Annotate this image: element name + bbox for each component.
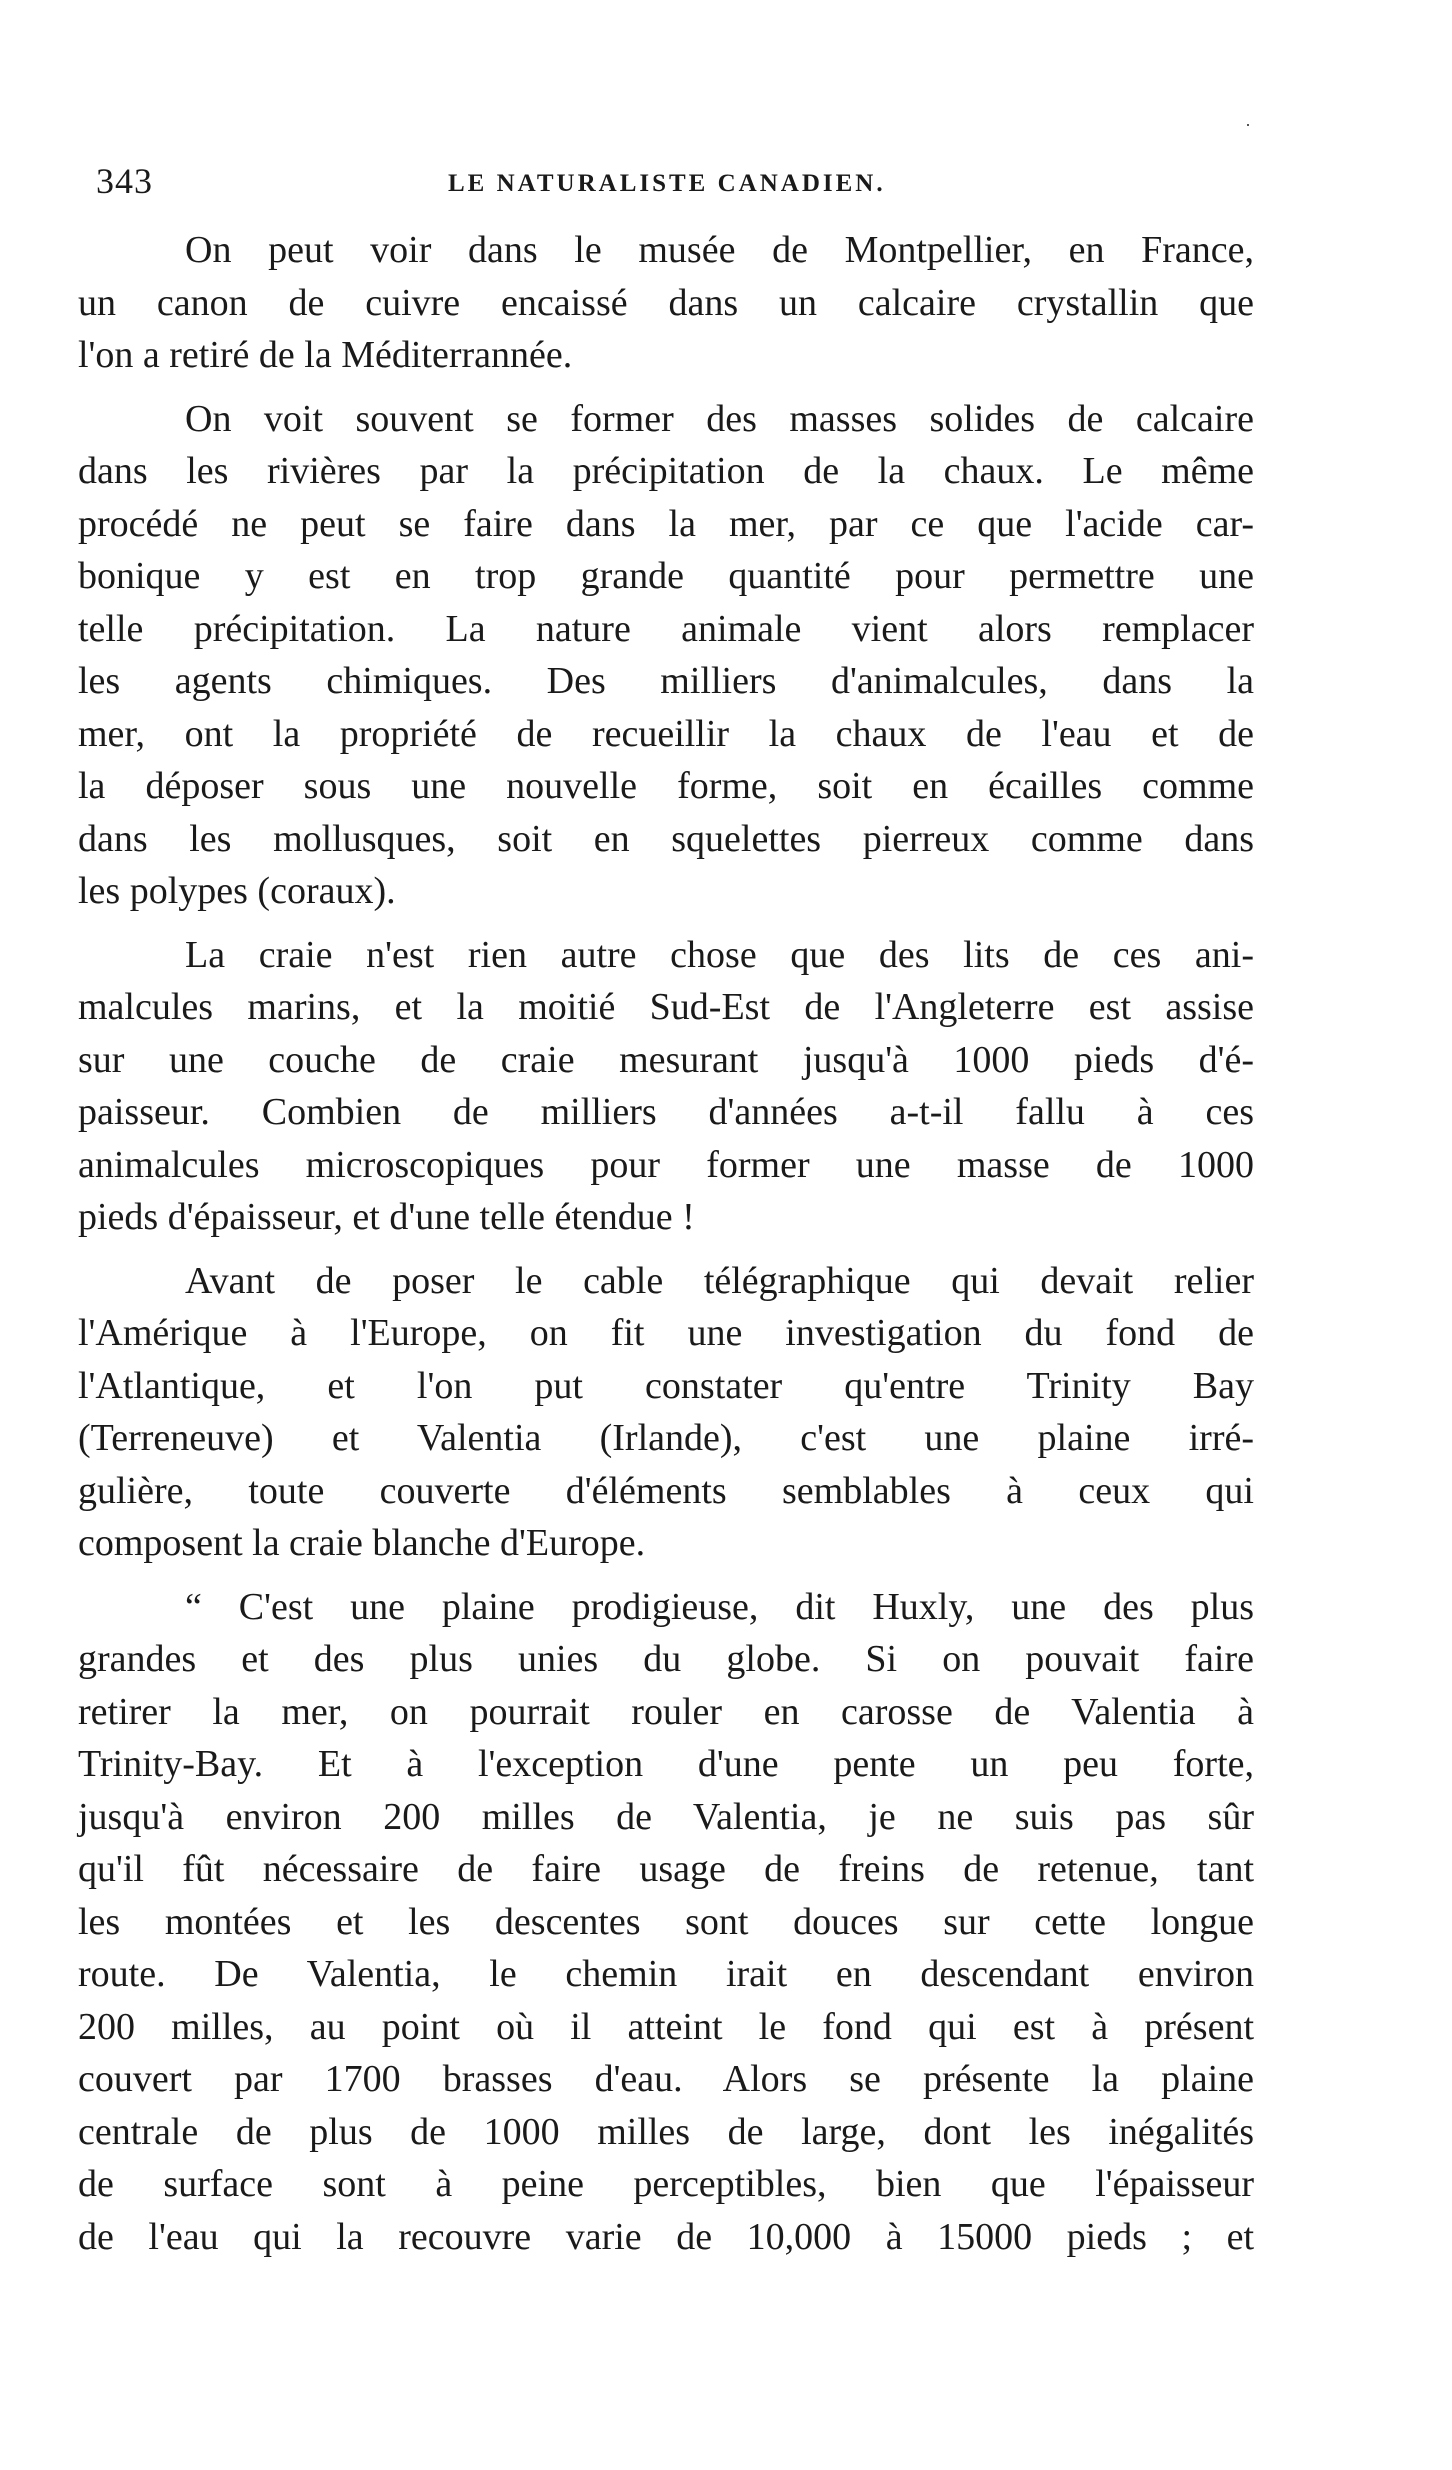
text-line: dans les mollusques, soit en squelettes pierreux comme dans xyxy=(78,817,1254,860)
text-line: composent la craie blanche d'Europe. xyxy=(78,1522,646,1564)
journal-title: LE NATURALISTE CANADIEN. xyxy=(448,170,886,197)
text-line: sur une couche de craie mesurant jusqu'à 1000 pieds d'é- xyxy=(78,1038,1254,1081)
text-line: l'on a retiré de la Méditerrannée. xyxy=(78,334,573,376)
text-line: l'Amérique à l'Europe, on fit une investigation du fond de xyxy=(78,1312,1254,1354)
paragraph-cable-telegraphique xyxy=(78,1255,1254,1570)
text-line: retirer la mer, on pourrait rouler en carosse de Valentia à xyxy=(78,1690,1254,1733)
text-line: les agents chimiques. Des milliers d'animalcules, dans la xyxy=(78,660,1254,702)
text-line: dans les rivières par la précipitation de la chaux. Le même xyxy=(78,450,1254,492)
text-line: couvert par 1700 brasses d'eau. Alors se présente la plaine xyxy=(78,2058,1254,2100)
paragraph-calcaire-formation xyxy=(78,393,1254,918)
text-line: route. De Valentia, le chemin irait en descendant environ xyxy=(78,1953,1254,1995)
text-line: jusqu'à environ 200 milles de Valentia, je ne suis pas sûr xyxy=(78,1795,1254,1838)
text-line: un canon de cuivre encaissé dans un calcaire crystallin que xyxy=(78,281,1254,324)
text-line: procédé ne peut se faire dans la mer, par ce que l'acide car- xyxy=(78,502,1254,545)
text-line: La craie n'est rien autre chose que des lits de ces ani- xyxy=(185,933,1254,976)
text-line: qu'il fût nécessaire de faire usage de freins de retenue, tant xyxy=(78,1848,1254,1890)
body-text xyxy=(78,224,1254,2274)
text-line: On peut voir dans le musée de Montpellier, en France, xyxy=(185,229,1254,271)
text-line: l'Atlantique, et l'on put constater qu'entre Trinity Bay xyxy=(78,1364,1254,1407)
margin-speck xyxy=(1247,124,1249,126)
text-line: malcules marins, et la moitié Sud-Est de l'Angleterre est assise xyxy=(78,986,1254,1028)
text-line: centrale de plus de 1000 milles de large, dont les inégalités xyxy=(78,2110,1254,2153)
text-line: On voit souvent se former des masses solides de calcaire xyxy=(185,397,1254,440)
text-line: de l'eau qui la recouvre varie de 10,000 à 15000 pieds ; et xyxy=(78,2215,1254,2258)
page-number: 343 xyxy=(96,161,153,201)
text-line: Trinity-Bay. Et à l'exception d'une pente un peu forte, xyxy=(78,1743,1254,1785)
text-line: telle précipitation. La nature animale vient alors remplacer xyxy=(78,607,1254,650)
text-line: grandes et des plus unies du globe. Si on pouvait faire xyxy=(78,1638,1254,1680)
text-line: “ C'est une plaine prodigieuse, dit Huxly, une des plus xyxy=(185,1585,1254,1628)
text-line: pieds d'épaisseur, et d'une telle étendue ! xyxy=(78,1196,695,1238)
text-line: de surface sont à peine perceptibles, bien que l'épaisseur xyxy=(78,2163,1254,2205)
paragraph-craie xyxy=(78,929,1254,1244)
text-line: gulière, toute couverte d'éléments semblables à ceux qui xyxy=(78,1469,1254,1512)
text-line: 200 milles, au point où il atteint le fond qui est à présent xyxy=(78,2005,1254,2048)
text-line: animalcules microscopiques pour former une masse de 1000 xyxy=(78,1143,1254,1186)
text-line: Avant de poser le cable télégraphique qui devait relier xyxy=(185,1259,1254,1302)
running-head xyxy=(96,160,1232,204)
text-line: (Terreneuve) et Valentia (Irlande), c'est une plaine irré- xyxy=(78,1417,1254,1459)
paragraph-huxly-quote xyxy=(78,1581,1254,2264)
paragraph-montpellier-canon xyxy=(78,224,1254,382)
text-line: la déposer sous une nouvelle forme, soit en écailles comme xyxy=(78,765,1254,807)
text-line: mer, ont la propriété de recueillir la chaux de l'eau et de xyxy=(78,712,1254,755)
text-line: les montées et les descentes sont douces sur cette longue xyxy=(78,1900,1254,1943)
text-line: paisseur. Combien de milliers d'années a-t-il fallu à ces xyxy=(78,1091,1254,1133)
text-line: bonique y est en trop grande quantité pour permettre une xyxy=(78,555,1254,597)
text-line: les polypes (coraux). xyxy=(78,870,396,912)
